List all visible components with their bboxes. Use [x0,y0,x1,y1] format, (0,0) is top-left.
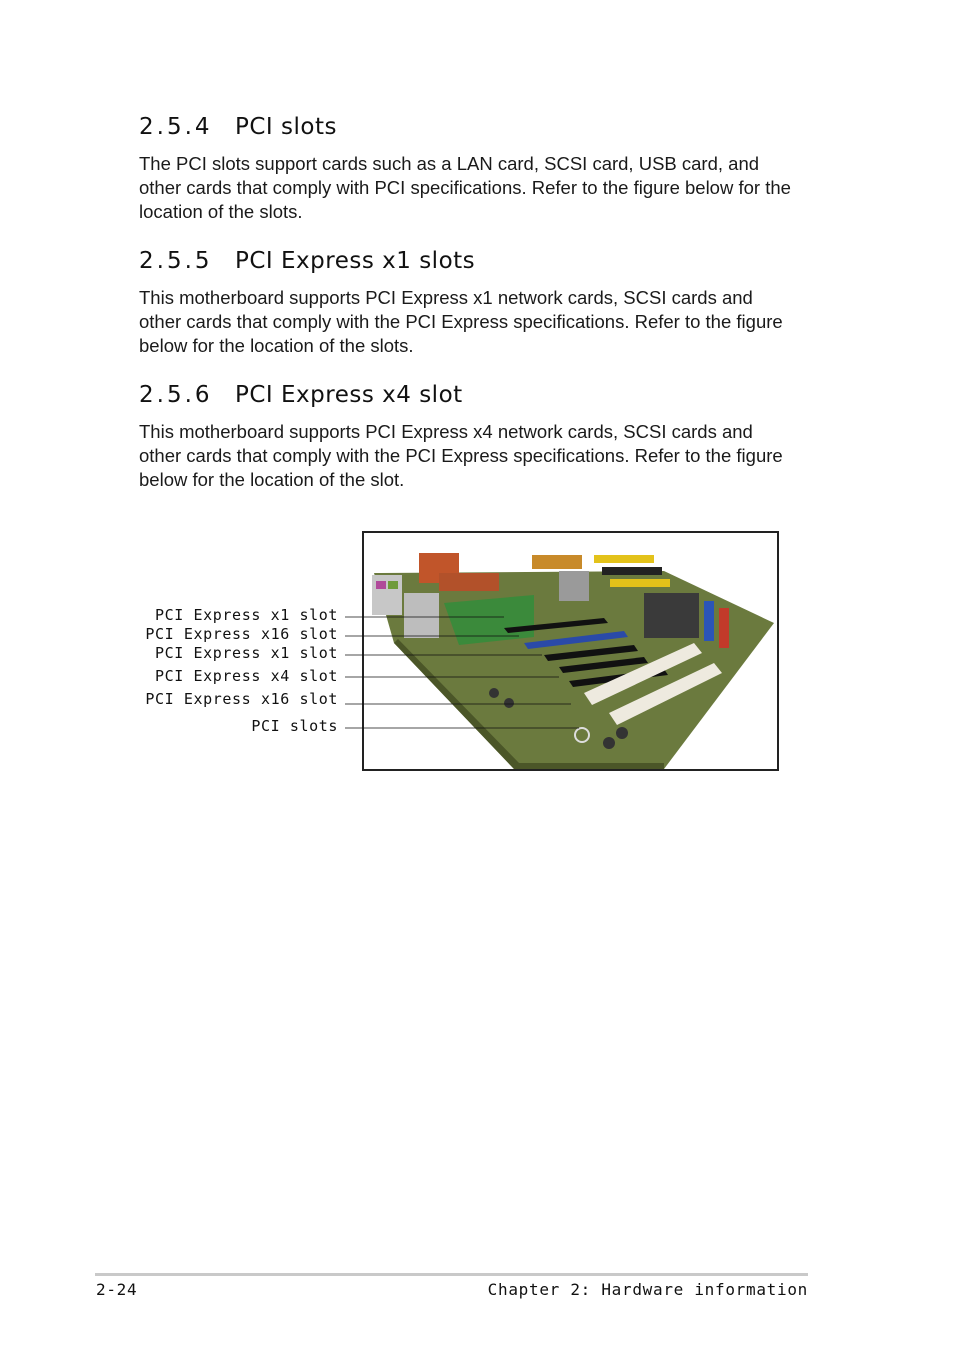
chipset-fins [559,571,589,601]
section-title: PCI Express x1 slots [235,248,476,274]
section-body: This motherboard supports PCI Express x4 network cards, SCSI cards and other cards that comply with the PCI Express specifications. Refer to the figure below for the location of the slot. [139,421,783,490]
section-number: 2.5.4 [139,114,213,140]
capacitor [603,737,615,749]
capacitor [504,698,514,708]
section-2-5-6 [139,382,799,492]
section-body: This motherboard supports PCI Express x1 network cards, SCSI cards and other cards that comply with the PCI Express specifications. Refer to the figure below for the location of the slots. [139,287,783,356]
callout-label: PCI slots [251,717,338,735]
callout-leaders [340,531,364,771]
callout-label: PCI Express x16 slot [145,625,338,643]
callout-label: PCI Express x1 slot [155,644,338,662]
callout-label: PCI Express x16 slot [145,690,338,708]
rear-io-ports [404,593,439,638]
chipset-heatsink [532,555,582,569]
capacitor [489,688,499,698]
motherboard-figure [362,531,779,771]
section-title: PCI Express x4 slot [235,382,463,408]
section-heading [139,382,799,408]
section-heading [139,114,799,140]
heat-pipe [439,573,499,591]
section-number: 2.5.5 [139,248,213,274]
chapter-title: Chapter 2: Hardware information [487,1280,808,1299]
capacitor [616,727,628,739]
motherboard-illustration [364,533,777,769]
section-heading [139,248,799,274]
page-number: 2-24 [96,1280,138,1299]
section-2-5-4 [139,114,799,224]
section-body: The PCI slots support cards such as a LAN card, SCSI card, USB card, and other cards that comply with PCI specifications. Refer to the figure below for the location of the slots. [139,153,791,222]
section-number: 2.5.6 [139,382,213,408]
callout-label: PCI Express x1 slot [155,606,338,624]
dimm-slot [594,555,654,563]
ps2-port [376,581,386,589]
dimm-slot [602,567,662,575]
sata-connectors [719,608,729,648]
footer-rule [95,1273,808,1276]
section-2-5-5 [139,248,799,358]
ps2-port [388,581,398,589]
callout-label: PCI Express x4 slot [155,667,338,685]
sata-connectors [704,601,714,641]
section-title: PCI slots [235,114,337,140]
cpu-socket [644,593,699,638]
expansion-card [444,595,534,645]
dimm-slot [610,579,670,587]
